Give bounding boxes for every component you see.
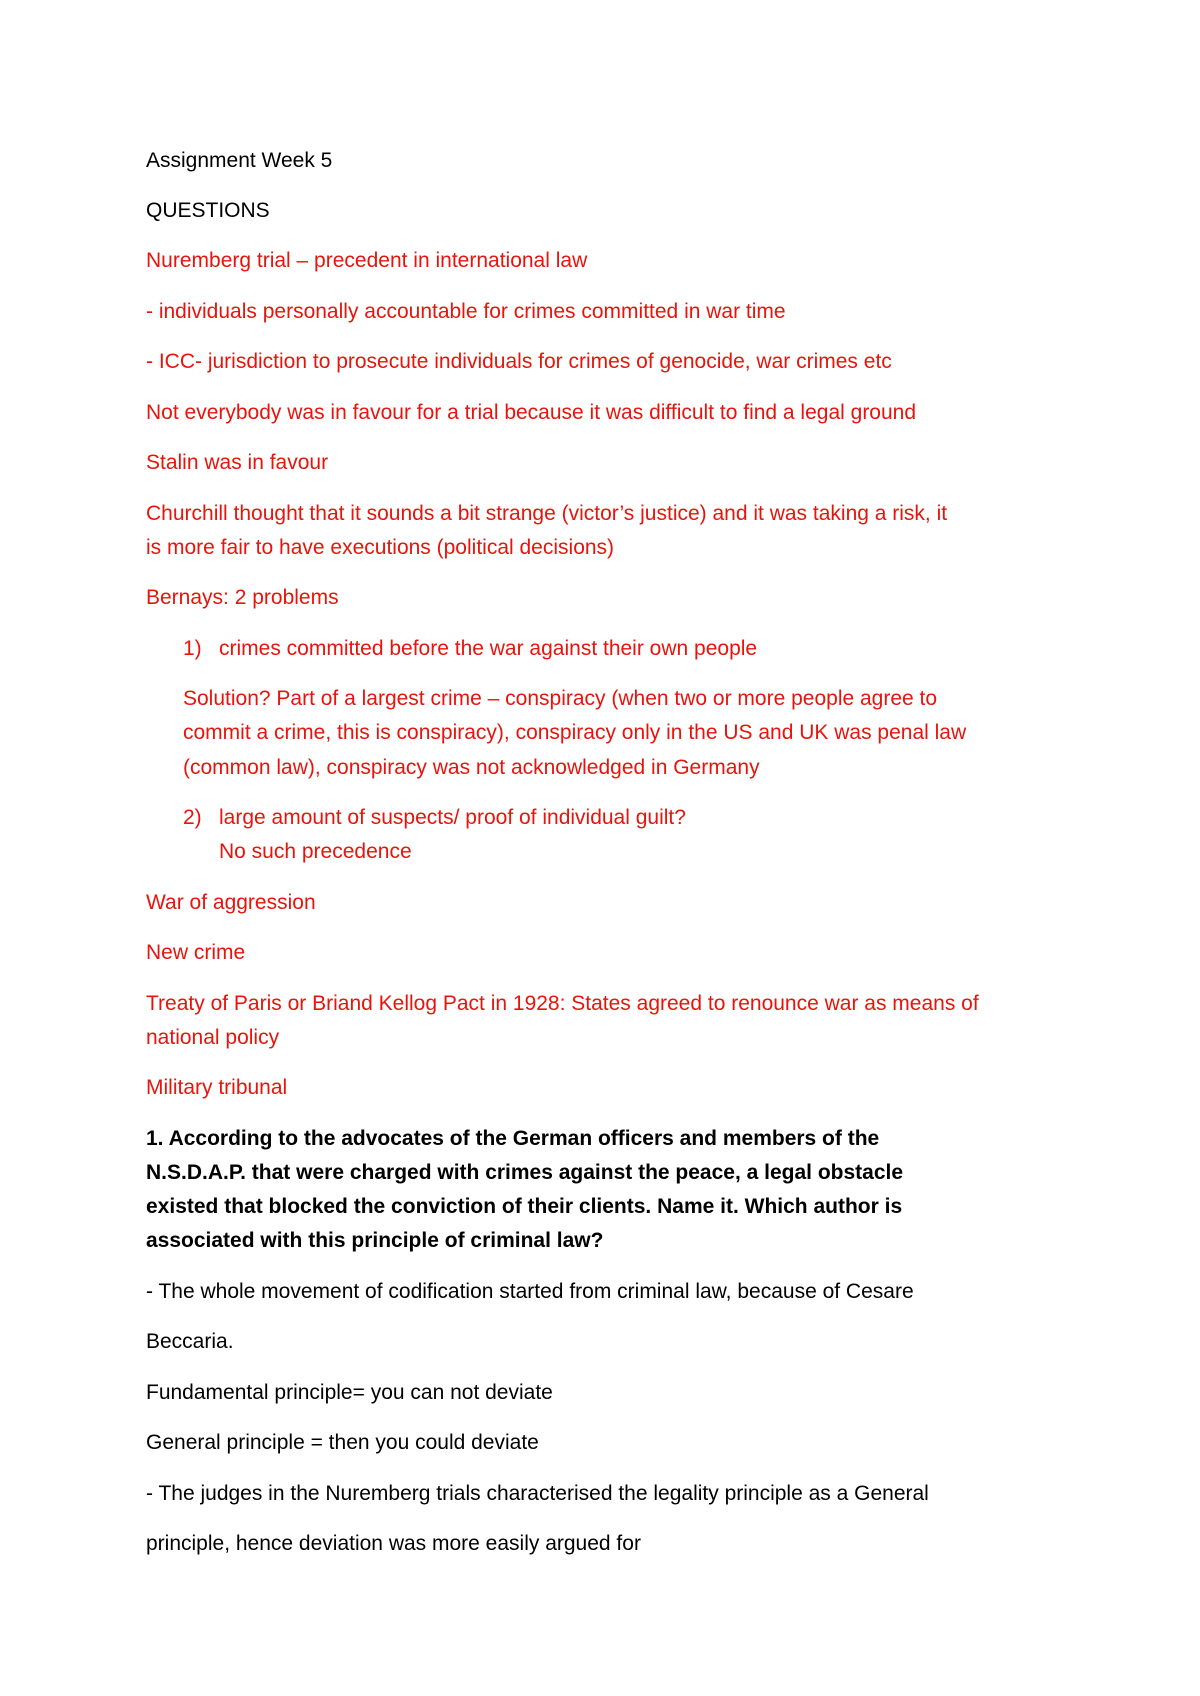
note-line: commit a crime, this is conspiracy), conspiracy only in the US and UK was penal law [183,721,967,744]
note-line: Not everybody was in favour for a trial because it was difficult to find a legal ground [146,401,917,424]
list-item-sub: No such precedence [219,840,412,863]
note-line: - ICC- jurisdiction to prosecute individuals for crimes of genocide, war crimes etc [146,350,892,373]
list-item: large amount of suspects/ proof of individual guilt? [219,806,686,829]
question-line: N.S.D.A.P. that were charged with crimes against the peace, a legal obstacle [146,1161,904,1184]
answer-line: Fundamental principle= you can not deviate [146,1381,553,1404]
note-line: New crime [146,941,246,964]
note-line: Bernays: 2 problems [146,586,339,609]
note-line: (common law), conspiracy was not acknowledged in Germany [183,756,760,779]
note-line: national policy [146,1026,280,1049]
note-line: Stalin was in favour [146,451,329,474]
section-heading: QUESTIONS [146,199,270,222]
note-line: - individuals personally accountable for crimes committed in war time [146,300,786,323]
list-number: 1) [183,637,202,660]
answer-line: - The judges in the Nuremberg trials characterised the legality principle as a General [146,1482,929,1505]
note-line: Nuremberg trial – precedent in international law [146,249,588,272]
answer-line: General principle = then you could deviate [146,1431,539,1454]
note-line: Military tribunal [146,1076,288,1099]
note-line: Solution? Part of a largest crime – conspiracy (when two or more people agree to [183,687,938,710]
note-line: is more fair to have executions (political decisions) [146,536,615,559]
answer-line: - The whole movement of codification started from criminal law, because of Cesare [146,1280,914,1303]
list-number: 2) [183,806,202,829]
document-title: Assignment Week 5 [146,149,333,172]
note-line: Churchill thought that it sounds a bit strange (victor’s justice) and it was taking a risk, it [146,502,948,525]
note-line: War of aggression [146,891,316,914]
list-item: crimes committed before the war against their own people [219,637,758,660]
answer-line: principle, hence deviation was more easily argued for [146,1532,641,1555]
note-line: Treaty of Paris or Briand Kellog Pact in 1928: States agreed to renounce war as means of [146,992,979,1015]
question-line: associated with this principle of criminal law? [146,1229,604,1252]
question-line: 1. According to the advocates of the German officers and members of the [146,1127,880,1150]
answer-line: Beccaria. [146,1330,234,1353]
question-line: existed that blocked the conviction of their clients. Name it. Which author is [146,1195,903,1218]
